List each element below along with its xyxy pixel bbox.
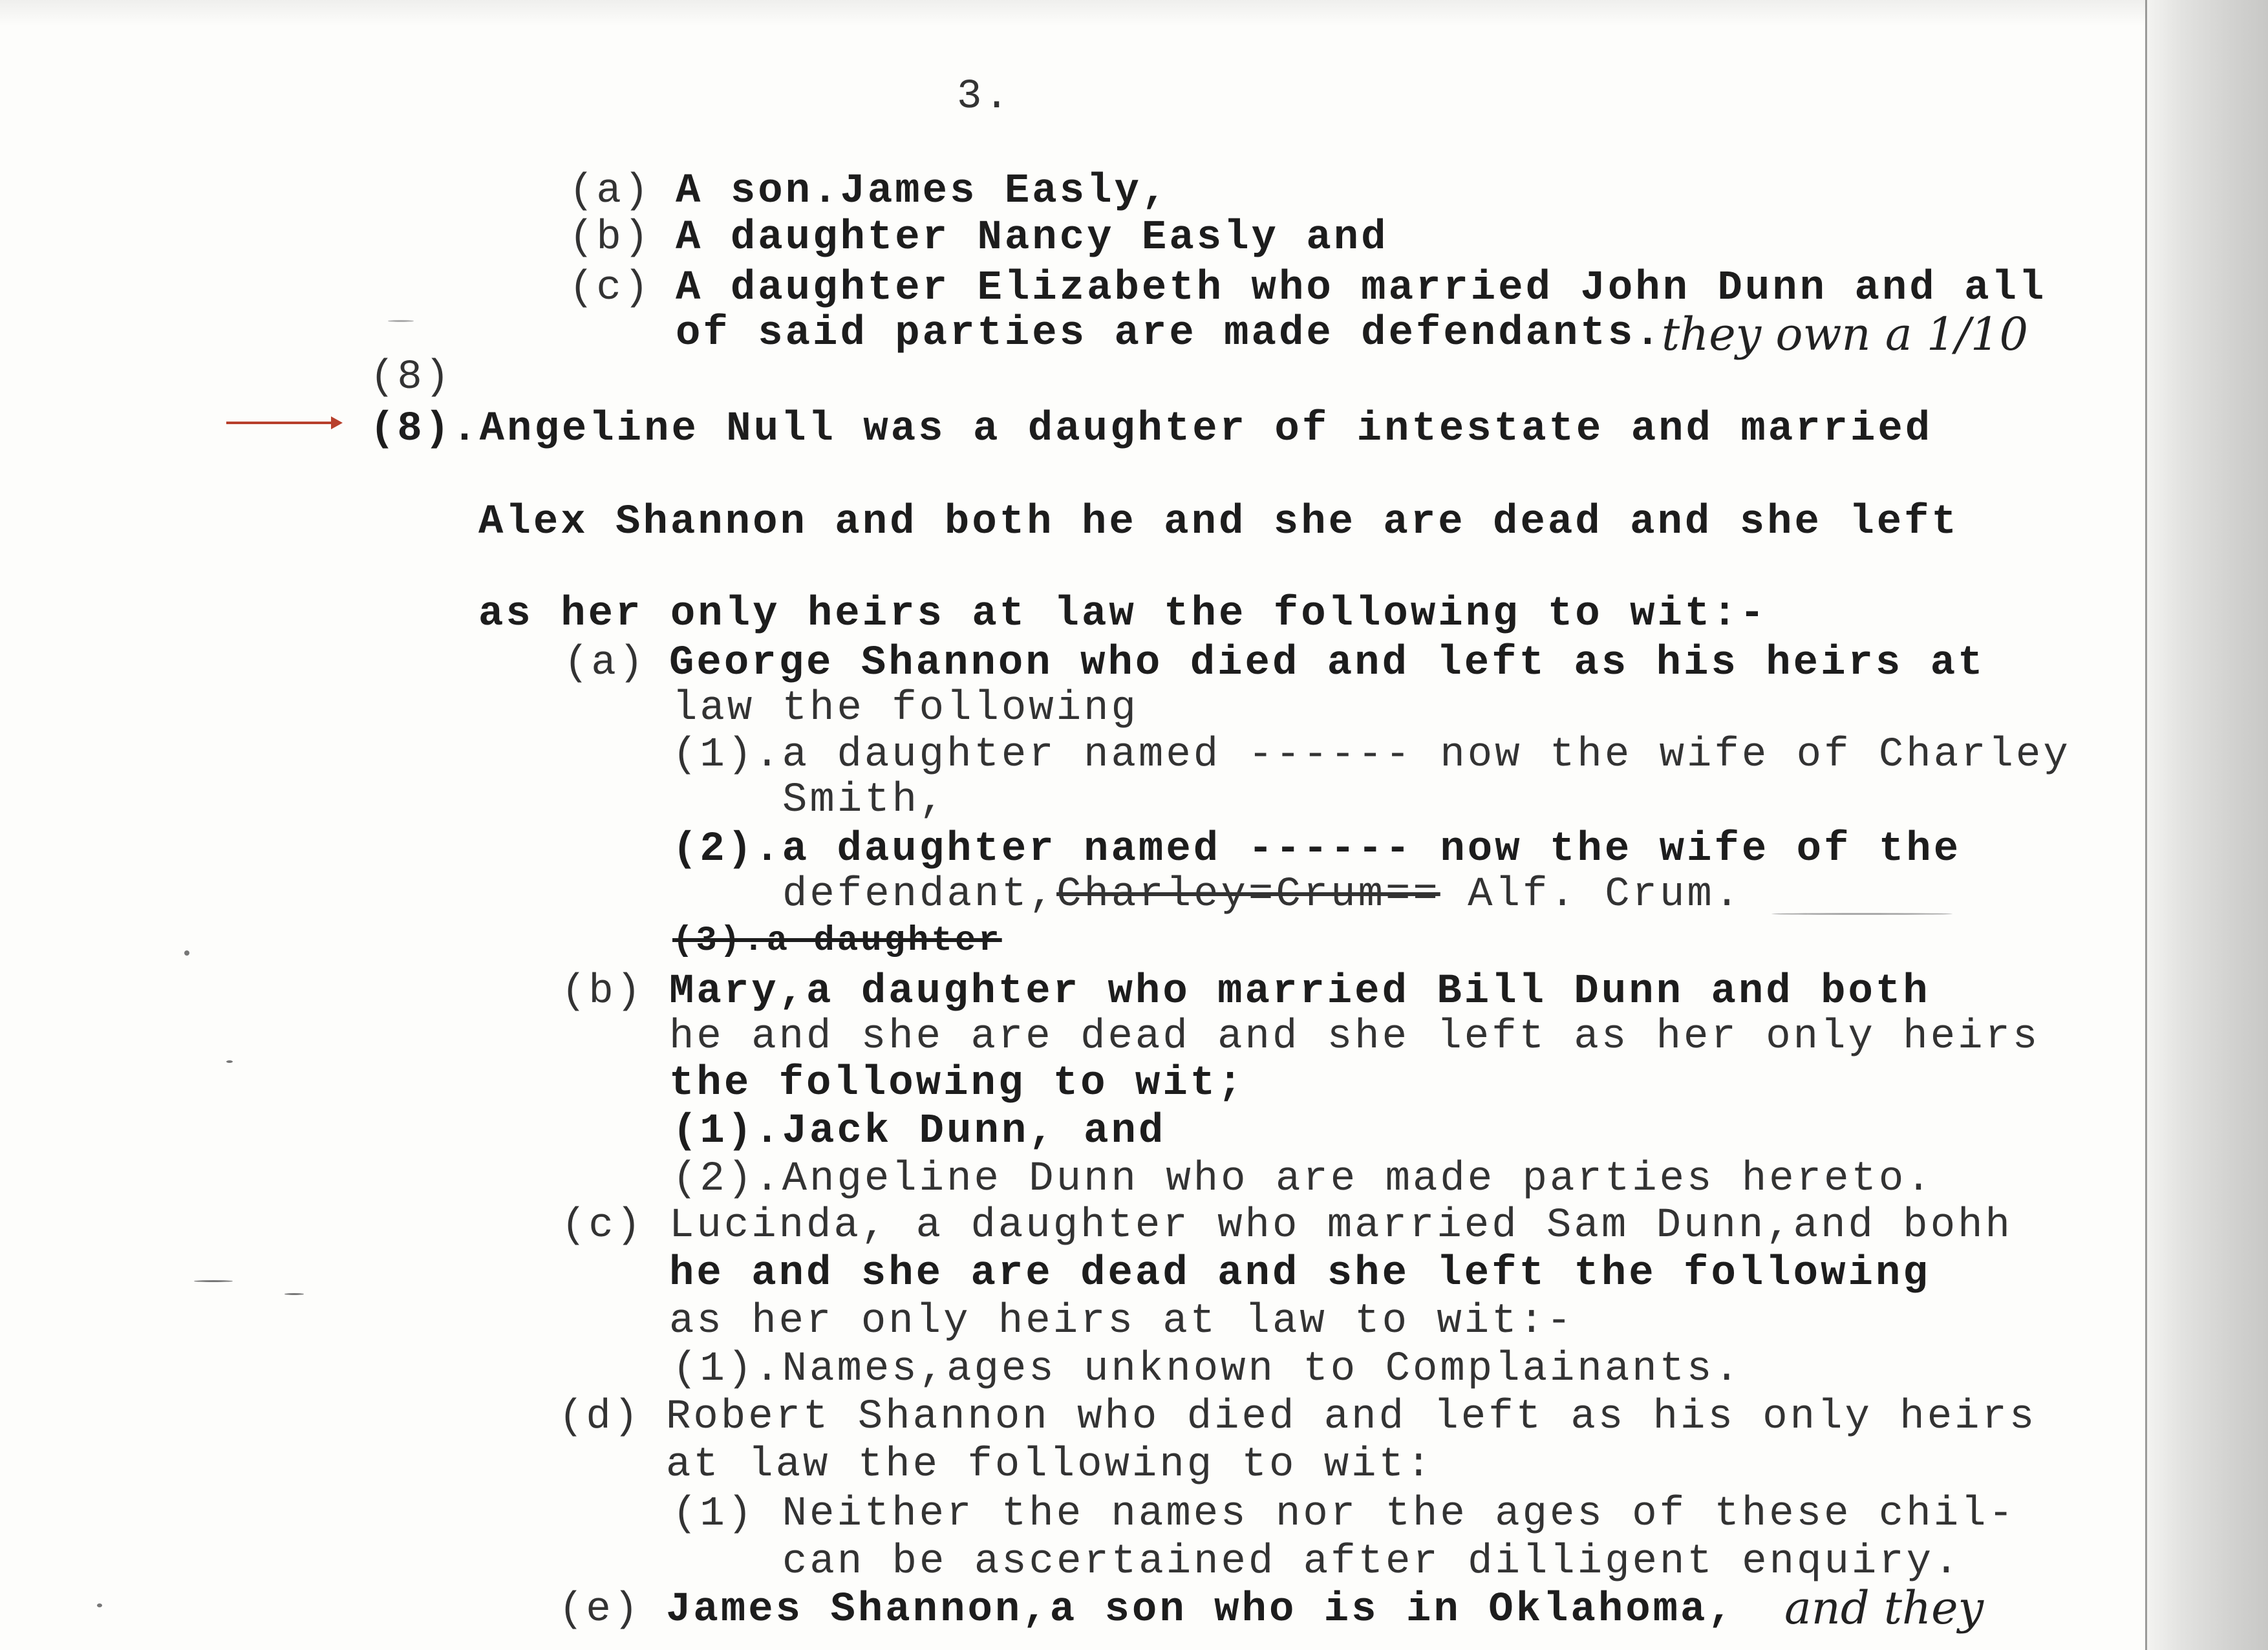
scan-speck (97, 1603, 102, 1607)
scan-speck (184, 950, 189, 956)
handwritten-note: and they (1784, 1581, 1984, 1634)
paragraph-line: Alex Shannon and both he and she are dead and she left (478, 499, 1959, 546)
list-item-text: A daughter Elizabeth who married John Dunn and all (676, 265, 2047, 312)
list-item-text: law the following (672, 685, 1139, 732)
sub-item-text: (1).a daughter named ------ now the wife of Charley (672, 732, 2071, 778)
list-item-text: Robert Shannon who died and left as his only heirs (666, 1394, 2037, 1441)
list-item-text: the following to wit; (669, 1060, 1245, 1107)
paragraph-line: (8).Angeline Null was a daughter of intestate and married (370, 406, 1933, 453)
scan-speck (226, 1060, 233, 1063)
sub-item-text: (2).Angeline Dunn who are made parties hereto. (672, 1156, 1934, 1203)
text-segment: defendant, (782, 872, 1057, 918)
list-item-text: George Shannon who died and left as his heirs at (669, 640, 1985, 687)
sub-item-text: (1) Neither the names nor the ages of these chil- (672, 1491, 2016, 1538)
text-segment: Alf. Crum. (1440, 872, 1742, 918)
margin-number: (8) (370, 354, 453, 401)
list-item-text: Lucinda, a daughter who married Sam Dunn,and bohh (669, 1203, 2013, 1249)
scan-edge-line (2145, 0, 2147, 1650)
page-number: 3. (957, 74, 1012, 120)
list-item-text: at law the following to wit: (666, 1442, 1434, 1488)
list-marker: (c) (561, 1203, 644, 1249)
scan-speck (194, 1280, 233, 1282)
sub-item-text: can be ascertained after dilligent enquiry. (782, 1539, 1962, 1585)
list-marker: (b) (569, 215, 652, 261)
list-item-text: he and she are dead and she left as her only heirs (669, 1014, 2040, 1060)
paragraph-line: as her only heirs at law the following to wit:- (478, 591, 1768, 638)
list-item-text: of said parties are made defendants. (676, 310, 1663, 357)
list-item-text: as her only heirs at law to wit:- (669, 1298, 1574, 1345)
list-marker: (c) (569, 265, 652, 312)
red-arrow-head-icon (331, 416, 343, 429)
sub-item-text: (2).a daughter named ------ now the wife of the (672, 826, 1962, 873)
list-item-text: Mary,a daughter who married Bill Dunn and both (669, 969, 1931, 1015)
sub-item-text: (1).Names,ages unknown to Complainants. (672, 1346, 1742, 1393)
scan-speck (284, 1293, 304, 1295)
struck-text: (3).a daughter (672, 921, 1002, 961)
list-item-text: he and she are dead and she left the following (669, 1250, 1931, 1297)
list-item-text: A son.James Easly, (676, 168, 1170, 215)
list-marker: (e) (559, 1587, 641, 1633)
list-marker: (d) (559, 1394, 641, 1441)
list-item-text: A daughter Nancy Easly and (676, 215, 1389, 261)
sub-item-text (782, 874, 1742, 916)
scan-right-margin (2146, 0, 2268, 1650)
list-marker: (a) (569, 168, 652, 215)
handwritten-note: they own a 1/10 (1662, 308, 2029, 361)
red-arrow-icon (226, 422, 339, 424)
sub-item-text: Smith, (782, 777, 947, 824)
list-item-text: James Shannon,a son who is in Oklahoma, (666, 1587, 1735, 1633)
scan-top-shade (0, 0, 2268, 26)
scan-speck (388, 320, 414, 322)
list-marker: (a) (564, 640, 647, 687)
struck-text: Charley=Crum== (1056, 872, 1440, 918)
list-marker: (b) (561, 969, 644, 1015)
scan-speck (1771, 913, 1952, 915)
sub-item-text: (1).Jack Dunn, and (672, 1108, 1166, 1155)
